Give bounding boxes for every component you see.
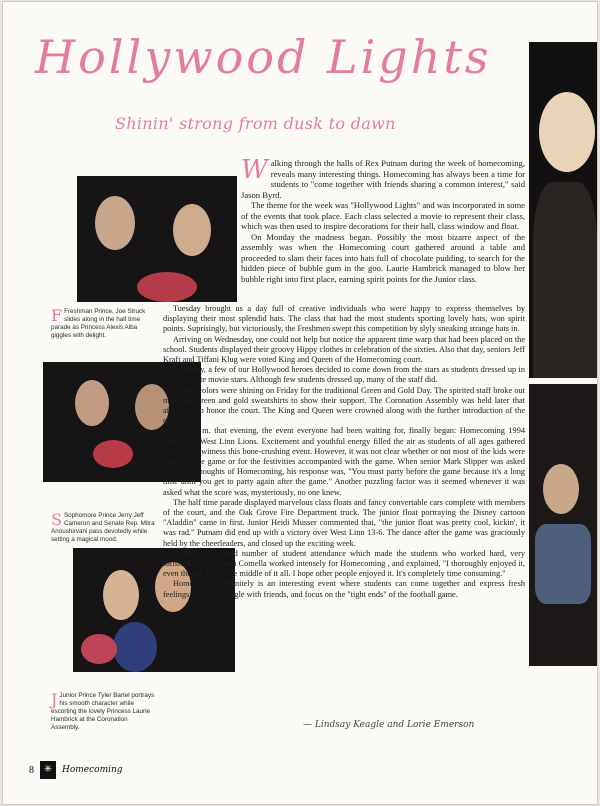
yearbook-logo-icon: ✳ [40,761,56,779]
article-paragraph: School colors were shining on Friday for the traditional Green and Gold Day. The spirited staff broke out matching green and gold sweatshirts to show their support. The Coronation Assembly was held later that afternoon to honor the court. The King and Queen were crowned along with the further introduction of the court. [163,385,525,426]
article-paragraph: At 7 p. m. that evening, the event everyone had been waiting for, finally began: Homecoming 1994 versus the West Linn Lions. Excitement and youthful energy filled the air as students of all ages gathered together to witness this bone-crushing event. However, it was not clear whether or not most of the kids were there for the game or for the festivities accompanied with the game. When senior Mark Slipper was asked about his thoughts of Homecoming, his response was, "You must party before the game because it's a long time until you get to party again after the game." Another puzzling factor was it seemed whenever it was asked what the score was, mysteriously, no one knew. [163,426,525,497]
article-paragraph: The theme for the week was "Hollywood Lights" and was incorporated in some of the events that took place. Each class selected a movie to represent their class, which was then used to inspire decorations for their hall, class window and float. [241,200,525,231]
byline: — Lindsay Keagle and Lorie Emerson [303,720,475,730]
article-paragraph: Arriving on Wednesday, one could not help but notice the apparent time warp that had been placed on the school. Students displayed their groovy Hippy clothes in celebration of the sixties. Also that day, seniors Jeff Kraft and Tiffani Klug were voted King and Queen of the Homecoming court. [163,334,525,365]
caption-junior: J Junior Prince Tyler Bartel portrays his smooth character while escorting the lovely Princess Laurie Hambrick at the Coronation Assembly. [51,690,155,731]
caption-sophomore: S Sophomore Prince Jerry Jeff Cameron and Senate Rep. Mitra Anoushirvani pass devotedly while setting a magical mood. [51,510,155,543]
section-name: Homecoming [62,765,123,775]
article-paragraph: On Monday the madness began. Possibly the most bizarre aspect of the assembly was when the Homecoming court gathered around a table and proceeded to slam their faces into hats full of chocolate pudding, to search for the hidden piece of bubble gum in the goo. Laurie Hambrick managed to blow her bubble right into first place, earning spirit points for the Junior class. [241,231,525,284]
article-paragraph: Walking through the halls of Rex Putnam during the week of homecoming, reveals many interesting things. Homecoming has always been a time for students to "come together with friends sharing a common interest," said Jason Byrd. [241,155,525,200]
article-paragraph: There was a good number of student attendance which made the students who worked hard, very satisfied. Senior Dana Comella worked intensely for Homecoming , and explained, "I thoroughly enjoyed it, even though I'm in the middle of it all. I hope other people enjoyed it. It's completely time consuming." [163,548,525,579]
page-subtitle: Shinin' strong from dusk to dawn [115,114,396,133]
article-paragraph: The half time parade displayed marvelous class floats and fancy convertable cars complete with members of the court, and the Oak Grove Fire Department truck. The junior float portraying the Disney cartoon "Aladdin" came in first. Junior Heidi Musser commented that, "the junior float was pretty cool, kickin', it was rad." Putnam did end up with a victory over West Linn 13-6. The dance after the game was graciously held by the cheerleaders, and closed up the exciting week. [163,497,525,548]
caption-sophomore-text: Sophomore Prince Jerry Jeff Cameron and Senate Rep. Mitra Anoushirvani pass devotedly while setting a magical mood. [51,512,155,543]
article-body-part-b [163,304,525,600]
article-paragraph: Homecoming definitely is an interesting event where students can come together and express fresh feelings of spirit, mingle with friends, and focus on the "tight ends" of the football game. [163,579,525,599]
freshman-photo [77,176,237,302]
page-title: Hollywood Lights [35,30,492,84]
page-number: 8 [29,764,34,776]
caption-junior-text: Junior Prince Tyler Bartel portrays his smooth character while escorting the lovely Princess Laurie Hambrick at the Coronation Assembly. [51,692,155,731]
page-footer [29,760,123,780]
drop-cap-w: W [241,155,268,185]
queen-photo [529,42,597,378]
article-body-part-a [241,155,525,284]
article-paragraph: Thursday, a few of our Hollywood heroes decided to come down from the stars as students dressed up in their favorite movie stars. Although few students dressed up, many of the staff did. [163,365,525,385]
caption-freshman: F Freshman Prince, Joe Struck slides along in the half time parade as Princess Alexis Alba giggles with delight. [51,306,146,339]
yearbook-page [3,2,597,804]
article-paragraph: Tuesday brought us a day full of creative individuals who were happy to express themselves by displaying their most splendid hats. The class that had the most students sporting lovely hats, won spirit points. Suprisingly, but victoriously, the Freshmen swept this competition by slyly sneaking strange hats in. [163,304,525,334]
crowd-photo [529,384,597,666]
caption-freshman-text: Freshman Prince, Joe Struck slides along in the half time parade as Princess Alexis Alba giggles with delight. [51,308,146,339]
